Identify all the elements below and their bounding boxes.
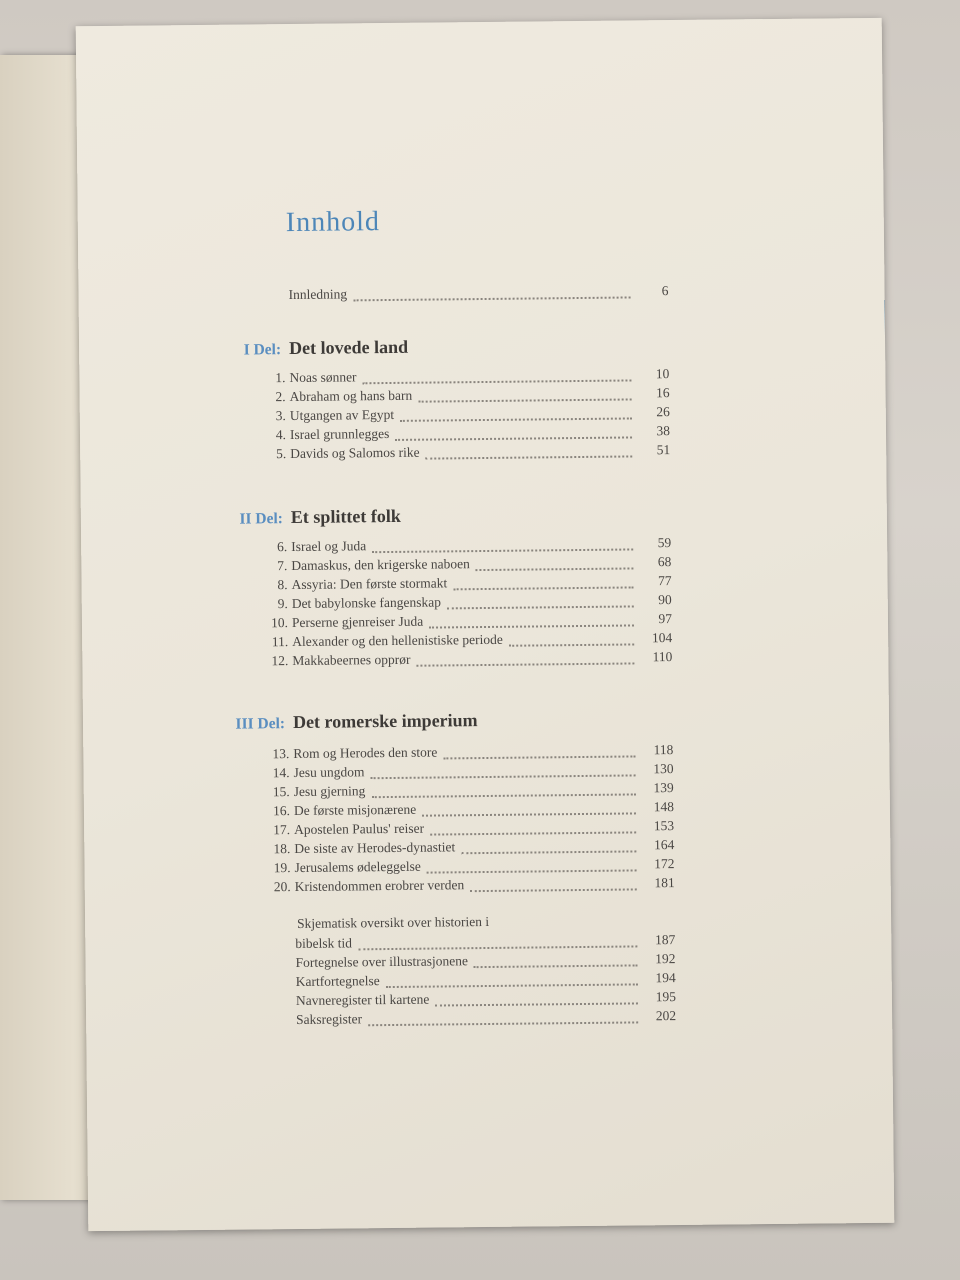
toc-entry-label: Kartfortegnelse <box>295 973 380 990</box>
leader-dots <box>470 887 637 892</box>
chapter-number: 14. <box>272 765 290 781</box>
toc-entry-page: 16 <box>656 385 670 401</box>
leader-dots <box>427 868 637 873</box>
chapter-number: 1. <box>275 370 286 386</box>
toc-entry-page: 153 <box>653 818 675 834</box>
chapter-number: 9. <box>277 596 288 612</box>
chapter-number: 15. <box>272 784 290 800</box>
leader-dots <box>368 1020 638 1026</box>
toc-entry-label: Fortegnelse over illustrasjonene <box>295 953 469 971</box>
toc-entry-page: 164 <box>653 837 675 853</box>
part-heading <box>213 506 401 529</box>
toc-intro-row[interactable] <box>288 283 668 306</box>
leader-dots <box>363 378 632 384</box>
leader-dots <box>435 1001 638 1006</box>
toc-entry-page: 6 <box>661 283 669 299</box>
toc-entry-label: Israel grunnlegges <box>289 425 390 443</box>
page-title: Innhold <box>285 206 381 239</box>
chapter-number: 16. <box>272 803 291 819</box>
toc-entry-page: 202 <box>655 1008 677 1024</box>
leader-dots <box>443 754 635 759</box>
leader-dots <box>426 454 633 459</box>
leader-dots <box>476 566 634 571</box>
toc-chapter-row[interactable] <box>262 649 672 672</box>
chapter-number: 6. <box>276 539 288 555</box>
toc-entry-page: 104 <box>651 630 673 646</box>
toc-entry-label: Israel og Juda <box>291 538 367 555</box>
part-label: I Del: <box>243 341 282 359</box>
leader-dots <box>395 435 632 440</box>
toc-entry-label: Innledning <box>288 286 348 303</box>
toc-entry-label: Jesu gjerning <box>293 783 366 800</box>
chapter-number: 5. <box>275 446 287 462</box>
toc-entry-label: Damaskus, den krigerske naboen <box>291 556 470 574</box>
toc-entry-label: Apostelen Paulus' reiser <box>294 820 425 838</box>
toc-entry-label: Kristendommen erobrer verden <box>294 877 465 895</box>
toc-entry-label: Det babylonske fangenskap <box>291 594 442 612</box>
chapter-number: 12. <box>271 653 289 669</box>
chapter-number: 13. <box>272 746 290 762</box>
toc-entry-label: Navneregister til kartene <box>295 991 430 1009</box>
chapter-number: 8. <box>277 577 288 593</box>
toc-entry-label: Noas sønner <box>289 369 357 386</box>
chapter-number: 10. <box>271 615 289 631</box>
toc-entry-page: 194 <box>655 970 676 986</box>
chapter-number: 17. <box>273 822 291 838</box>
toc-entry-page: 38 <box>656 423 671 439</box>
toc-entry-page: 10 <box>655 366 670 382</box>
toc-entry-label: Assyria: Den første stormakt <box>291 575 448 593</box>
toc-entry-page: 195 <box>655 989 676 1005</box>
toc-entry-label: De siste av Herodes-dynastiet <box>294 839 456 857</box>
leader-dots <box>386 982 638 988</box>
leader-dots <box>453 585 633 590</box>
chapter-number: 7. <box>277 558 288 574</box>
toc-entry-page: 181 <box>654 875 675 891</box>
part-heading <box>211 337 408 360</box>
toc-entry-label: De første misjonærene <box>293 801 417 819</box>
toc-entry-page: 172 <box>654 856 675 872</box>
toc-appendix-row[interactable] <box>266 1008 676 1031</box>
leader-dots <box>509 642 634 646</box>
toc-entry-page: 90 <box>658 592 672 608</box>
leader-dots <box>430 830 636 835</box>
toc-entry-page: 187 <box>654 932 676 948</box>
leader-dots <box>372 547 633 553</box>
chapter-number: 20. <box>273 879 291 895</box>
toc-entry-page: 97 <box>658 611 673 627</box>
leader-dots <box>417 661 635 666</box>
toc-entry-page: 118 <box>653 742 674 758</box>
part-heading <box>215 710 478 734</box>
part-title: Et splittet folk <box>290 505 401 528</box>
leader-dots <box>400 416 632 421</box>
part-label: II Del: <box>239 510 283 528</box>
leader-dots <box>358 944 637 950</box>
leader-dots <box>370 773 635 779</box>
leader-dots <box>371 792 635 798</box>
toc-entry-label: Alexander og den hellenistiske periode <box>292 631 503 650</box>
toc-entry-page: 192 <box>655 951 676 967</box>
toc-entry-label: bibelsk tid <box>295 935 353 952</box>
toc-entry-page: 139 <box>653 780 674 796</box>
toc-entry-label: Saksregister <box>296 1011 363 1027</box>
contents-page <box>76 18 895 1231</box>
leader-dots <box>422 811 636 816</box>
toc-entry-label: Davids og Salomos rike <box>290 444 420 462</box>
leader-dots <box>461 849 636 854</box>
toc-entry-label: Abraham og hans barn <box>289 387 413 405</box>
toc-entry-page: 130 <box>653 761 674 777</box>
toc-chapter-row[interactable] <box>265 875 675 898</box>
chapter-number: 4. <box>275 427 287 443</box>
toc-entry-page: 51 <box>656 442 671 458</box>
leader-dots <box>429 623 634 628</box>
toc-entry-page: 26 <box>656 404 670 420</box>
toc-entry-label: Rom og Herodes den store <box>293 744 438 762</box>
leader-dots <box>474 963 638 968</box>
toc-entry-page: 110 <box>652 649 673 665</box>
leader-dots <box>418 397 631 402</box>
part-title: Det lovede land <box>288 336 409 359</box>
toc-entry-page: 59 <box>657 535 672 551</box>
chapter-number: 19. <box>273 860 291 876</box>
chapter-number: 2. <box>275 389 286 405</box>
toc-entry-page: 148 <box>653 799 674 815</box>
part-label: III Del: <box>235 715 286 733</box>
toc-entry-page: 68 <box>657 554 672 570</box>
chapter-number: 3. <box>275 408 286 424</box>
leader-dots <box>353 295 631 301</box>
appendix-first-line: Skjematisk oversikt over historien i <box>297 913 490 931</box>
leader-dots <box>447 604 634 609</box>
toc-chapter-row[interactable] <box>260 442 670 465</box>
chapter-number: 11. <box>271 634 289 650</box>
toc-entry-label: Makkabeernes opprør <box>292 651 411 669</box>
toc-entry-page: 77 <box>657 573 672 589</box>
toc-entry-label: Jerusalems ødeleggelse <box>294 858 421 876</box>
part-title: Det romerske imperium <box>292 710 478 733</box>
chapter-number: 18. <box>273 841 291 857</box>
toc-entry-label: Jesu ungdom <box>293 764 365 781</box>
toc-entry-label: Perserne gjenreiser Juda <box>291 613 424 631</box>
toc-entry-label: Utgangen av Egypt <box>289 406 395 424</box>
